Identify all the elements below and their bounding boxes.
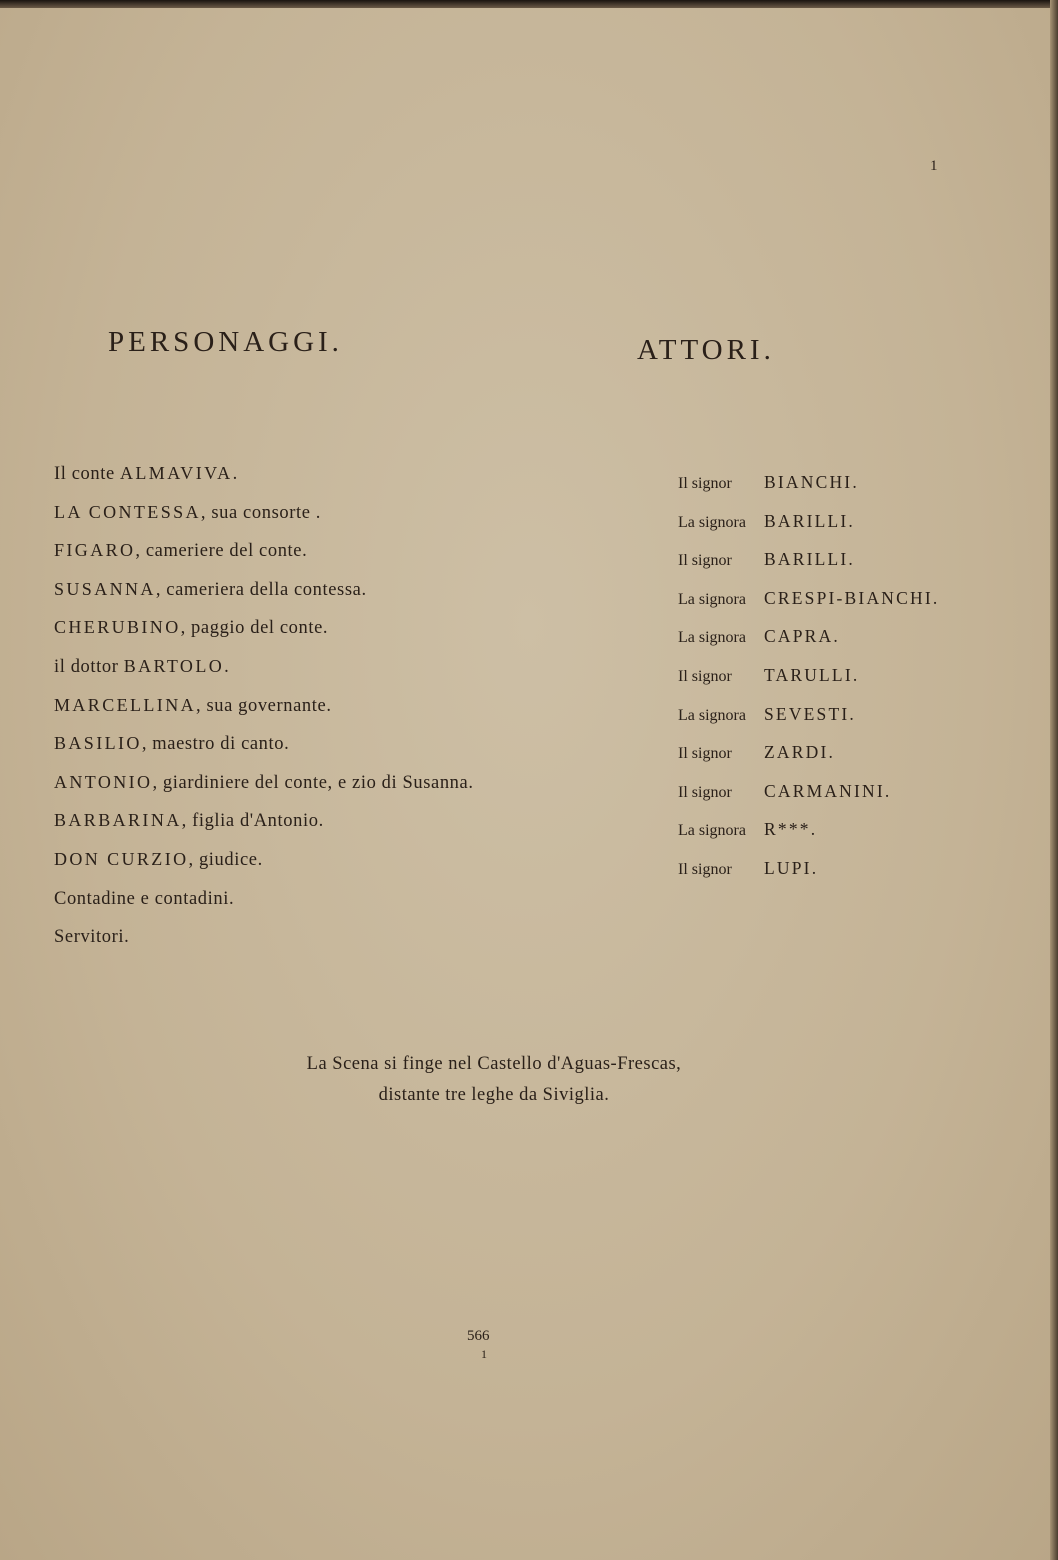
character-entry	[54, 690, 474, 729]
character-entry	[54, 535, 474, 574]
actor-name: CRESPI-BIANCHI.	[764, 587, 940, 608]
character-name: BARBARINA	[54, 810, 182, 831]
actor-entry	[678, 544, 939, 583]
character-description: , giardiniere del conte, e zio di Susanna.	[152, 772, 474, 793]
character-entry	[54, 767, 474, 806]
actor-name: BARILLI.	[764, 549, 855, 570]
actor-name: TARULLI.	[764, 664, 860, 685]
character-entry	[54, 805, 474, 844]
actor-title: La signora	[678, 629, 746, 647]
character-prefix: Contadine e contadini.	[54, 888, 235, 909]
actor-entry	[678, 660, 939, 699]
actor-title: La signora	[678, 513, 746, 531]
actor-entry	[678, 737, 939, 776]
actor-entry	[678, 853, 939, 892]
character-entry	[54, 921, 474, 960]
character-entry	[54, 458, 474, 497]
character-description: .	[232, 464, 238, 484]
actor-title: La signora	[678, 590, 746, 608]
actor-entry	[678, 621, 939, 660]
actor-title: Il signor	[678, 475, 732, 492]
actor-title: Il signor	[678, 783, 732, 801]
actor-name: SEVESTI.	[764, 703, 856, 724]
scan-right-edge	[1050, 0, 1058, 1560]
character-entry	[54, 651, 474, 690]
actor-title: La signora	[678, 822, 746, 840]
character-entry	[54, 574, 474, 613]
character-name: LA CONTESSA	[54, 501, 201, 522]
signature-mark: 1	[481, 1347, 487, 1361]
character-name: FIGARO	[54, 540, 136, 561]
actor-entry	[678, 776, 939, 815]
character-entry	[54, 728, 474, 767]
character-entry	[54, 612, 474, 651]
actor-list	[678, 467, 939, 892]
character-entry	[54, 883, 474, 922]
actor-name: BIANCHI.	[764, 472, 859, 492]
character-prefix: il dottor	[54, 656, 124, 677]
character-name: CHERUBINO	[54, 617, 181, 638]
character-description: , figlia d'Antonio.	[181, 811, 324, 832]
actor-entry	[678, 506, 939, 545]
actor-entry	[678, 467, 939, 506]
character-description: , paggio del conte.	[180, 618, 329, 639]
character-description: , sua consorte .	[200, 502, 321, 523]
scan-top-edge	[0, 0, 1058, 8]
character-name: SUSANNA	[54, 578, 156, 599]
actor-name: CARMANINI.	[764, 780, 892, 801]
character-entry	[54, 497, 474, 536]
character-name: MARCELLINA	[54, 694, 196, 715]
scene-line-1: La Scena si finge nel Castello d'Aguas-Frescas,	[306, 1054, 682, 1074]
character-description: .	[224, 656, 230, 677]
actor-entry	[678, 699, 939, 738]
corner-mark: 1	[930, 158, 938, 174]
character-entry	[54, 844, 474, 883]
character-name: BARTOLO	[123, 655, 225, 676]
character-description: , maestro di canto.	[141, 734, 290, 755]
actor-name: BARILLI.	[764, 510, 855, 531]
actor-title: Il signor	[678, 667, 732, 685]
character-description: , cameriera della contessa.	[155, 579, 367, 600]
actor-name: ZARDI.	[764, 742, 836, 763]
page-number: 566	[467, 1328, 490, 1344]
character-prefix: Il conte	[54, 464, 121, 484]
heading-attori: ATTORI.	[637, 334, 775, 366]
character-name: BASILIO	[54, 733, 142, 754]
character-description: , sua governante.	[196, 695, 332, 716]
character-description: , giudice.	[188, 849, 263, 870]
actor-name: CAPRA.	[764, 626, 840, 647]
actor-name: LUPI.	[764, 857, 819, 878]
actor-entry	[678, 583, 939, 622]
character-prefix: Servitori.	[54, 927, 130, 948]
actor-name: R***.	[764, 819, 818, 840]
actor-title: Il signor	[678, 552, 732, 570]
actor-title: La signora	[678, 706, 746, 724]
character-name: ALMAVIVA	[120, 463, 233, 483]
scene-line-2: distante tre leghe da Siviglia.	[378, 1085, 610, 1105]
character-list	[54, 458, 474, 960]
character-name: ANTONIO	[54, 771, 153, 792]
character-name: DON CURZIO	[54, 848, 189, 869]
character-description: , cameriere del conte.	[135, 541, 308, 562]
heading-personaggi: PERSONAGGI.	[108, 326, 343, 358]
actor-title: Il signor	[678, 745, 732, 763]
actor-title: Il signor	[678, 860, 732, 878]
actor-entry	[678, 814, 939, 853]
